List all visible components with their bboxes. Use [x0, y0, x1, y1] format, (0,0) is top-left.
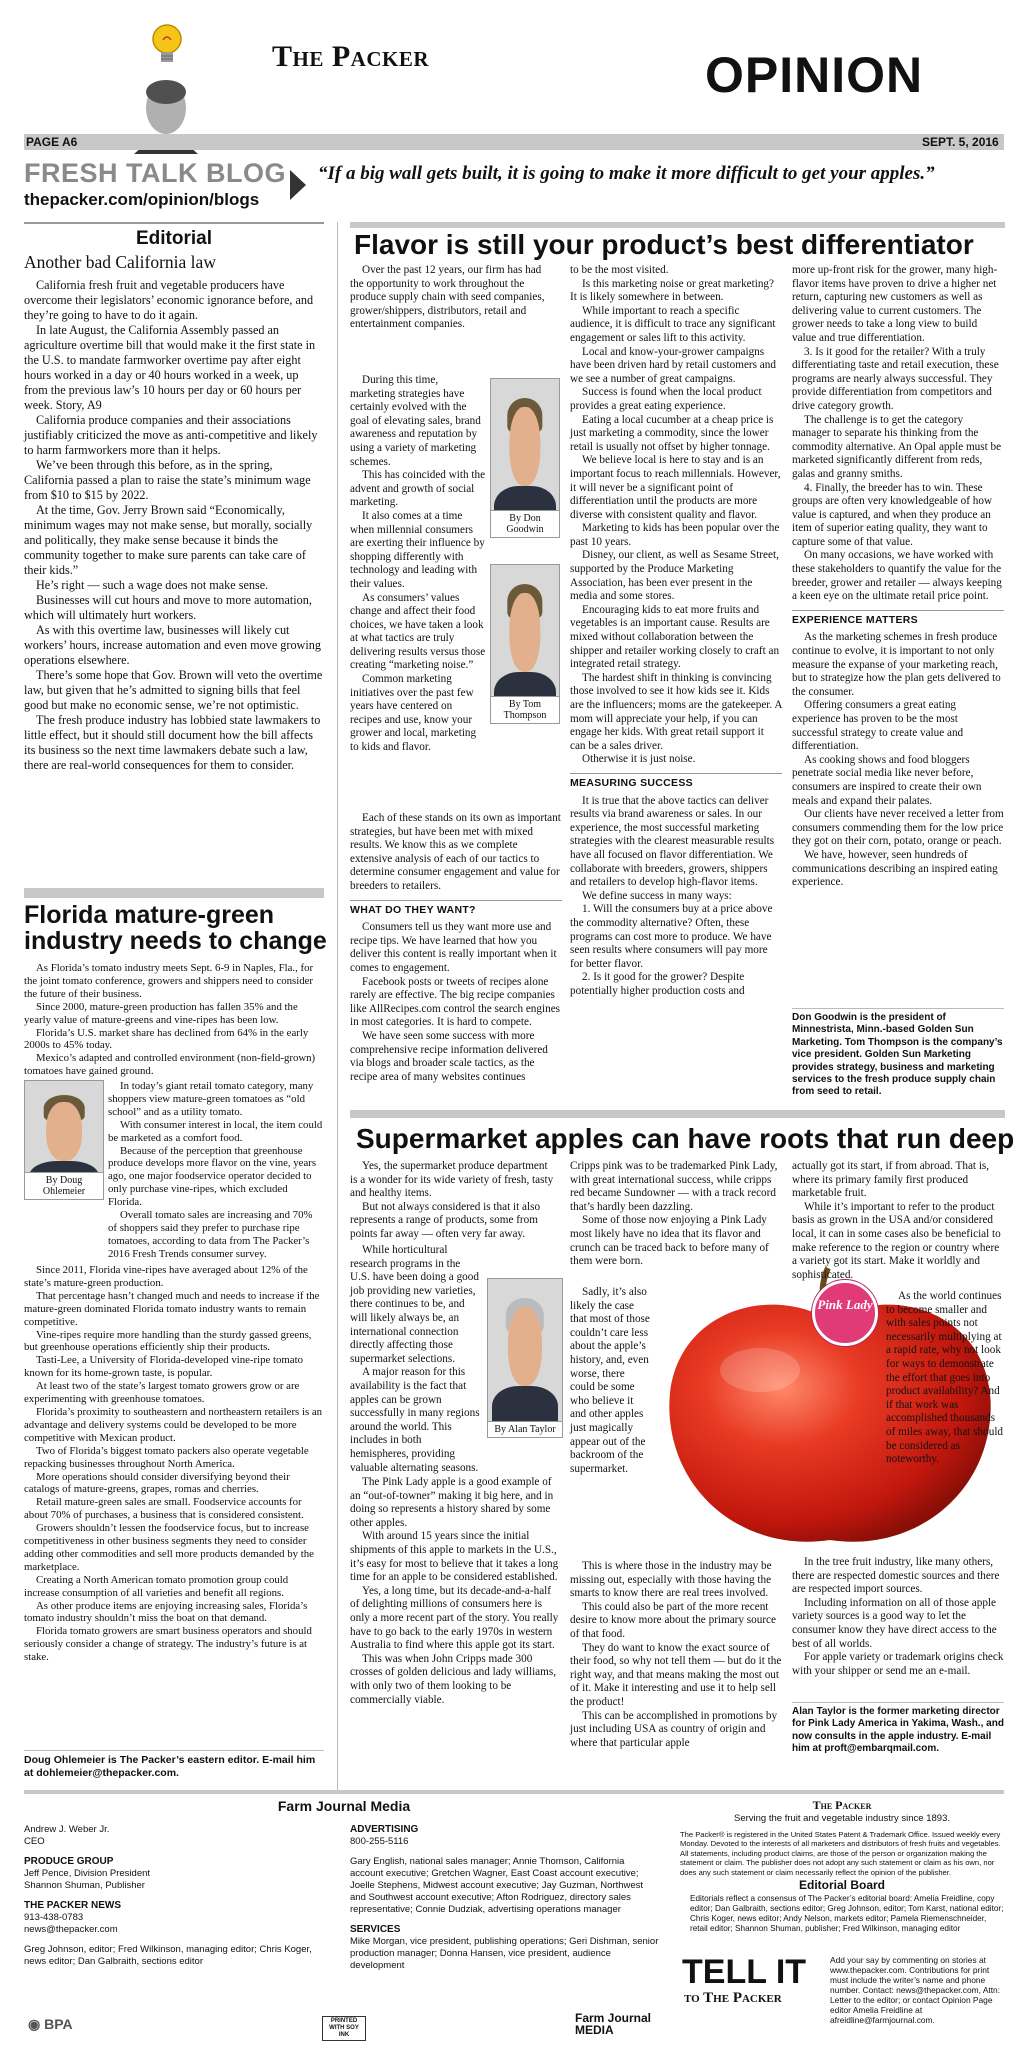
flavor-paragraph: During this time, marketing strategies have certainly evolved with the goal of elevating sales, brand awareness and reputation by using a variety of marketing schemes.	[350, 374, 481, 468]
flavor-paragraph: We have seen some success with more comprehensive recipe information delivered via blogs and broader scale tactics, as the recipe area of many websites continues	[350, 1029, 548, 1083]
flavor-subhead: MEASURING SUCCESS	[570, 773, 782, 791]
advertising-staff: Gary English, national sales manager; Annie Thomson, California account executive; Gretchen Wagner, East Coast account executive; Joelle Stephens, Midwest account executive; Jay Guzman, Northwest and Southwest account executive; Afton Rodriguez, directory sales representative; Connie Dudziak, advertising operations manager	[350, 1856, 644, 1915]
florida-author-bio: Doug Ohlemeier is The Packer’s eastern editor. E-mail him at dohlemeier@thepacker.com.	[24, 1754, 316, 1779]
flavor-paragraph: The challenge is to get the category manager to separate his thinking from the commodity alternative. An Opal apple must be marketed significantly different from reds, galas and granny smiths.	[792, 413, 1002, 480]
footer-line[interactable]: news@thepacker.com	[24, 1924, 118, 1935]
florida-paragraph: Mexico’s adapted and controlled environment (non-field-grown) tomatoes have gained ground.	[24, 1052, 316, 1078]
flavor-paragraph: As consumers’ values change and affect their food choices, we have taken a look at what tactics are truly delivering results versus those creating “marketing noise.”	[350, 591, 486, 672]
flavor-paragraph: Eating a local cucumber at a cheap price is just marketing a commodity, since the lower retail is usually not offset by higher tonnage.	[570, 413, 774, 453]
editorial-label: Editorial	[135, 228, 212, 249]
flavor-paragraph: We define success in many ways:	[582, 889, 732, 902]
florida-headline: Florida mature-green industry needs to change	[24, 901, 327, 956]
florida-top-rule	[24, 888, 324, 898]
photo-face	[46, 1102, 82, 1161]
author-photo-ohlemeier	[24, 1080, 104, 1200]
flavor-paragraph: Offering consumers a great eating experience has proven to be the most successful strategy to create value and differentiation.	[792, 699, 964, 753]
apples-paragraph: In the tree fruit industry, like many others, there are respected domestic sources and there are respected import sources.	[792, 1556, 1000, 1596]
bpa-globe-icon: ◉	[28, 2016, 41, 2032]
flavor-headline: Flavor is still your product’s best differentiator	[354, 229, 974, 260]
paper-name: The Packer	[272, 40, 430, 73]
flavor-paragraph: While important to reach a specific audience, it is difficult to trace any significant engagement or sales lift to this activity.	[570, 304, 776, 344]
bpa-logo-text: BPA	[44, 2016, 73, 2032]
photo-face	[508, 1307, 542, 1386]
flavor-paragraph: As the marketing schemes in fresh produce continue to evolve, it is important to not only measure the expanse of your marketing reach, but to strategize how the plan gets delivered to the consumer.	[792, 631, 1001, 698]
tell-it-subtitle: to The Packer	[684, 1990, 782, 2006]
apples-paragraph: The Pink Lady apple is a good example of an “out-of-towner” making it big here, and in doing so represents a history shared by some other apples.	[350, 1476, 554, 1529]
apples-paragraph: But not always considered is that it also represents a range of products, some from points far away — often very far away.	[350, 1200, 541, 1240]
apples-col1-wrap	[350, 1244, 482, 1474]
florida-paragraph: With consumer interest in local, the item could be marketed as a comfort food.	[108, 1118, 323, 1144]
flavor-paragraph: Facebook posts or tweets of recipes alone rarely are effective. The big recipe companies like AllRecipes.com control the search engines in most categories. It is hard to compete.	[350, 975, 561, 1029]
apples-paragraph: Sadly, it’s also likely the case that most of those couldn’t care less about the apple’s history, and, even worse, there could be some who believe it and other apples just magically appear out of the backroom of the supermarket.	[570, 1286, 650, 1475]
apples-author-bio: Alan Taylor is the former marketing director for Pink Lady America in Yakima, Wash., and now consults in the apple industry. E-mail him at proft@embarqmail.com.	[792, 1706, 1004, 1755]
flavor-paragraph: 2. Is it good for the grower? Despite potentially higher production costs and	[570, 971, 745, 997]
flavor-paragraph: The hardest shift in thinking is convincing those involved to see it how kids see it. Kids are the influencers; moms are the gatekeeper. A mom will appreciate your help, if you can engage her kids. With great retail support it can be a sales driver.	[570, 671, 782, 752]
apples-paragraph: Some of those now enjoying a Pink Lady most likely have no idea that its flavor and crunch can be traced back to before many of them were born.	[570, 1214, 769, 1268]
florida-paragraph: Florida tomato growers are smart business operators and should seriously consider a change of strategy. The industry’s future is at stake.	[24, 1625, 312, 1664]
apples-col3-wrap	[886, 1290, 1004, 1552]
editorial-paragraph: California fresh fruit and vegetable producers have overcome their legislators’ economic ignorance before, and they’re going to have to do it again.	[24, 278, 314, 322]
photo-face	[509, 593, 540, 672]
pink-lady-sticker	[812, 1280, 878, 1346]
editorial-paragraph: In late August, the California Assembly passed an agriculture overtime bill that would make it the first state in the U.S. to mandate farmworker overtime pay after eight hours worked in a day or 40 hours worked in a week, up from the previous law’s 10 hours per day or 60 hours per week. Story, A9	[24, 323, 316, 412]
apples-paragraph: Cripps pink was to be trademarked Pink Lady, with great international success, while cripps red became Sundowner — with a track record that’s hardly been dazzling.	[570, 1160, 778, 1213]
editorial-paragraph: We’ve been through this before, as in the spring, California passed a plan to raise the state’s minimum wage from $10 to $15 by 2022.	[24, 458, 311, 502]
editorial-body	[24, 278, 324, 884]
florida-paragraph: Since 2000, mature-green production has fallen 35% and the yearly value of mature-greens and vine-ripes has been low.	[24, 1000, 298, 1026]
blog-title: FRESH TALK BLOG	[24, 158, 286, 188]
footer-left-col	[24, 1824, 324, 1968]
farm-journal-logo: Farm Journal MEDIA	[575, 2011, 652, 2037]
florida-paragraph: As Florida’s tomato industry meets Sept. 6-9 in Naples, Fla., for the joint tomato conference, growers and shippers need to consider the future of their business.	[24, 962, 314, 1000]
photo-caption: By Tom Thompson	[491, 696, 559, 723]
editorial-board-head: Editorial Board	[798, 1878, 885, 1892]
florida-body-bottom	[24, 1264, 324, 1746]
footer-top-rule	[24, 1790, 1004, 1794]
flavor-col1-wrap	[350, 374, 486, 810]
sticker-text: Pink Lady	[817, 1297, 873, 1312]
flavor-subhead: EXPERIENCE MATTERS	[792, 610, 1004, 628]
blog-quote: “If a big wall gets built, it is going to make it more difficult to get your apples.”	[318, 163, 935, 184]
florida-paragraph: Growers shouldn’t lessen the foodservice focus, but to increase competitiveness in other business segments they need to consider adding other commodities and sell more products demanded by the marketplace.	[24, 1522, 314, 1573]
flavor-paragraph: It is true that the above tactics can deliver results via brand awareness or sales. In our experience, the most successful marketing strategies with the clearest measurable results have all focused on flavor differentiation. We collaborate with breeders, growers, shippers and retailers to develop high-flavor items.	[570, 794, 775, 889]
apples-paragraph: For apple variety or trademark origins check with your shipper or send me an e-mail.	[792, 1651, 1004, 1677]
florida-paragraph: Retail mature-green sales are small. Foodservice accounts for about 70% of purchases, a business that is considered consistent.	[24, 1496, 304, 1522]
apples-paragraph: With around 15 years since the initial shipments of this apple to markets in the U.S., it’s easy for most to believe that it takes a long time for an apple to be considered established.	[350, 1530, 559, 1584]
page-number: PAGE A6	[26, 135, 78, 149]
footer-packer-legal: The Packer® is registered in the United States Patent & Trademark Office. Issued weekly every Monday. Devoted to the interests of all marketers and distributors of fresh fruits and vegetables. All statements, including product claims, are those of the person or organization making the statement or claim. The publisher does not adopt any such statement or claim as his own, nor does any such statement or claim necessarily reflect the opinion of the publisher.	[680, 1830, 1001, 1877]
flavor-col3	[792, 264, 1004, 996]
lightbulb-icon	[150, 22, 184, 70]
flavor-paragraph: As cooking shows and food bloggers penetrate social media like never before, consumers are inspired to create their own meals and expand their palates.	[792, 753, 982, 807]
florida-paragraph: In today’s giant retail tomato category, many shoppers view mature-green tomatoes as “old school” and as a utility tomato.	[108, 1080, 314, 1118]
footer-line: CEO	[24, 1836, 45, 1847]
services-staff: Mike Morgan, vice president, publishing operations; Geri Dishman, senior production manager; Donna Hansen, vice president, audience development	[350, 1936, 659, 1971]
footer-line: Shannon Shuman, Publisher	[24, 1880, 145, 1891]
apples-paragraph: They do want to know the exact source of their food, so why not tell them — but do it the right way, and that means making the most out of it. Make it interesting and use it to help sell the product!	[570, 1641, 782, 1708]
flavor-paragraph: Our clients have never received a letter from consumers commending them for the low price they got on their corn, potato, orange or peach.	[792, 808, 1004, 848]
bpa-logo	[28, 2016, 73, 2033]
florida-paragraph: More operations should consider diversifying beyond their catalogs of mature-greens, grapes, romas and cherries.	[24, 1470, 290, 1496]
advertising-phone: 800-255-5116	[350, 1836, 409, 1847]
author-photo-thompson	[490, 564, 560, 724]
flavor-top-rule	[350, 222, 1005, 228]
florida-paragraph: Vine-ripes require more handling than the sturdy gassed greens, but greenhouse operations efficiently ship their products.	[24, 1328, 312, 1354]
florida-paragraph: Tasti-Lee, a University of Florida-developed vine-ripe tomato known for its home-grown taste, is popular.	[24, 1354, 303, 1380]
florida-paragraph: Overall tomato sales are increasing and 70% of shoppers said they prefer to purchase ripe tomatoes, according to data from The Packer’s 2016 Fresh Trends consumer survey.	[108, 1209, 313, 1260]
play-arrow-icon	[290, 170, 306, 205]
flavor-paragraph: On many occasions, we have worked with these stakeholders to quantify the value for the breeder, grower and retailer — always keeping a keen eye on the ultimate retail price point.	[792, 549, 1002, 603]
footer-head: PRODUCE GROUP	[24, 1856, 114, 1867]
apples-col3-bottom	[792, 1556, 1004, 1692]
florida-paragraph: Florida’s proximity to southeastern and northeastern retailers is an advantage and delivery systems could be developed to be more competitive with Mexican product.	[24, 1405, 323, 1444]
blog-url[interactable]: thepacker.com/opinion/blogs	[24, 190, 260, 209]
editorial-paragraph: The fresh produce industry has lobbied state lawmakers to little effect, but it should still document how the bill affects its business so the next time lawmakers debate such a law, there are real-world consequences for them to consider.	[24, 713, 321, 772]
flavor-paragraph: Encouraging kids to eat more fruits and vegetables is an important cause. Results are mixed without collaboration between the shipper and retailer working closely to craft an integrated retail strategy.	[570, 603, 780, 671]
editorial-paragraph: California produce companies and their associations justifiably criticized the move as anti-competitive and likely to harm farmworkers more than it helps.	[24, 413, 318, 457]
flavor-paragraph: 4. Finally, the breeder has to win. These groups are often very knowledgeable of how value is captured, and when they produce an item of superior eating quality, they want to capture some of that value.	[792, 481, 993, 548]
florida-body-wrap	[108, 1080, 324, 1262]
footer-title: Farm Journal Media	[277, 1798, 411, 1814]
footer-head: SERVICES	[350, 1924, 401, 1935]
apples-paragraph: This is where those in the industry may be missing out, especially with those having the smarts to know there are real trees involved.	[570, 1560, 772, 1600]
photo-caption: By Alan Taylor	[488, 1421, 562, 1437]
apples-top-rule	[350, 1110, 1005, 1118]
apples-col2-wrap	[570, 1286, 652, 1556]
flavor-col1-top	[350, 264, 554, 374]
florida-bio-rule	[24, 1750, 324, 1751]
apples-paragraph: A major reason for this availability is the fact that apples can be grown successfully in many regions around the world. This includes in both hemispheres, providing valuable alternating seasons.	[350, 1366, 480, 1474]
photo-caption: By Doug Ohlemeier	[25, 1172, 103, 1199]
flavor-paragraph: Is this marketing noise or great marketing? It is likely somewhere in between.	[570, 277, 774, 304]
flavor-paragraph: Consumers tell us they want more use and recipe tips. We have learned that how you deliver this content is really important when it comes to engagement.	[350, 921, 557, 974]
issue-date: SEPT. 5, 2016	[922, 135, 999, 149]
flavor-paragraph: 1. Will the consumers buy at a price above the commodity alternative? Often, these programs can cost more to produce. We have seen results where consumers will pay more for better flavor.	[570, 903, 773, 970]
column-divider	[337, 222, 338, 1790]
apples-paragraph: This was when John Cripps made 300 crosses of golden delicious and lady williams, with only two of them looking to be commercially viable.	[350, 1652, 556, 1706]
editorial-paragraph: There’s some hope that Gov. Brown will veto the overtime law, but given that he’s admitted to signing bills that feel good but make no economic sense, we’re not optimistic.	[24, 668, 323, 712]
flavor-paragraph: Marketing to kids has been popular over the past 10 years.	[570, 522, 780, 548]
flavor-subhead: WHAT DO THEY WANT?	[350, 900, 562, 918]
footer-line: Andrew J. Weber Jr.	[24, 1824, 110, 1835]
apples-col2-bottom	[570, 1560, 782, 1770]
footer-ceo	[24, 1824, 324, 1848]
flavor-paragraph: Success is found when the local product provides a great eating experience.	[570, 386, 762, 412]
apples-headline: Supermarket apples can have roots that run deep	[356, 1123, 1015, 1154]
florida-paragraph: Florida’s U.S. market share has declined from 64% in the early 2000s to 45% today.	[24, 1026, 309, 1052]
flavor-bio-rule	[792, 1008, 1004, 1009]
apples-paragraph: Yes, a long time, but its decade-and-a-half of delighting millions of consumers here is only a more recent part of the story. You really have to go back to the early 1970s in western Australia to find where this apple got its start.	[350, 1584, 559, 1652]
author-photo-goodwin	[490, 378, 560, 538]
apples-paragraph: Yes, the supermarket produce department is a wonder for its wide variety of fresh, tasty and healthy items.	[350, 1160, 554, 1200]
flavor-paragraph: We believe local is here to stay and is an important focus to reach millennials. However, it will never be a significant point of differentiation until the products are more diverse with consistent quality and flavor.	[570, 454, 781, 521]
apples-paragraph: This could also be part of the more recent desire to know more about the primary source of that food.	[570, 1600, 776, 1640]
editorial-paragraph: At the time, Gov. Jerry Brown said “Economically, minimum wages may not make sense, but morally, socially and politically, they make sense because it binds the community together to make sure parents can take care of their kids.”	[24, 503, 313, 577]
section-title: OPINION	[705, 47, 924, 103]
author-photo-taylor	[487, 1278, 563, 1438]
flavor-paragraph: Each of these stands on its own as important strategies, but have been met with mixed results. We know this as we complete extensive analysis of each of our tactics to determine consumer engagement and value for breeders to retailers.	[350, 812, 561, 892]
flavor-paragraph: It also comes at a time when millennial consumers are exerting their influence by shopping differently with technology and leading with their values.	[350, 509, 485, 590]
florida-paragraph: Creating a North American tomato promotion group could increase consumption of all varieties and benefit all regions.	[24, 1573, 289, 1599]
editorial-top-rule	[24, 222, 324, 224]
flavor-paragraph: to be the most visited.	[570, 264, 669, 276]
florida-paragraph: At least two of the state’s largest tomato growers grow or are experimenting with greenhouse tomatoes.	[24, 1380, 300, 1406]
editorial-headline: Another bad California law	[24, 252, 216, 272]
footer-line: Jeff Pence, Division President	[24, 1868, 151, 1879]
footer-packer-tagline: Serving the fruit and vegetable industry since 1893.	[734, 1813, 950, 1824]
footer-mid-col	[350, 1824, 660, 1972]
apples-col1-bottom	[350, 1476, 562, 1766]
florida-paragraph: That percentage hasn’t changed much and needs to increase if the mature-green dominated Florida tomato industry wants to remain competitive.	[24, 1289, 320, 1328]
photo-caption: By Don Goodwin	[491, 510, 559, 537]
apples-col3-top	[792, 1160, 1004, 1281]
flavor-paragraph: 3. Is it good for the retailer? With a truly differentiating taste and retail execution, these programs are nearly always successful. They provide differentiation from competitors and drive category growth.	[792, 345, 999, 412]
apples-paragraph: Including information on all of those apple variety sources is a good way to let the consumer know they have direct access to the best of all worlds.	[792, 1596, 997, 1650]
florida-body-top	[24, 962, 324, 1076]
footer-head: THE PACKER NEWS	[24, 1900, 122, 1911]
florida-paragraph: Since 2011, Florida vine-ripes have averaged about 12% of the state’s mature-green production.	[24, 1264, 308, 1289]
flavor-paragraph: more up-front risk for the grower, many high-flavor items have proven to drive a higher net return, capturing new customers as well as delivering value to current customers. The grower needs to take a long view to build value and true differentiation.	[792, 264, 998, 344]
editorial-paragraph: He’s right — such a wage does not make sense.	[36, 578, 269, 592]
apples-paragraph: While it’s important to refer to the product basis as grown in the USA and/or considered local, it can in some cases also be beneficial to make reference to the region or country where a variety got its start. Make it worldly and sophisticated.	[792, 1200, 1001, 1281]
flavor-paragraph: Over the past 12 years, our firm has had the opportunity to work throughout the produce supply chain with seed companies, grower/shippers, distributors, retail and entertainment companies.	[350, 264, 545, 331]
footer-packer-name: The Packer	[812, 1798, 872, 1812]
soy-ink-logo	[322, 2016, 366, 2041]
flavor-col1-bottom	[350, 812, 562, 1106]
tell-it-title: TELL IT	[682, 1953, 807, 1991]
apples-paragraph: This can be accomplished in promotions by just including USA as country of origin and where that particular apple	[570, 1709, 778, 1749]
flavor-paragraph: Disney, our client, as well as Sesame Street, supported by the Produce Marketing Association, has been ever present in the media and some stores.	[570, 549, 779, 603]
flavor-col2	[570, 264, 782, 1106]
flavor-paragraph: Otherwise it is just noise.	[582, 753, 696, 766]
apples-paragraph: As the world continues to become smaller and with sales points not necessarily multiplying at a rapid rate, why not look for ways to demonstrate the effort that goes into product availability? And if that work was accomplished thousands of miles away, that should be considered as noteworthy.	[886, 1290, 1004, 1466]
apples-bio-rule	[792, 1702, 1004, 1703]
flavor-paragraph: Local and know-your-grower campaigns have been driven hard by retail customers and we see a number of great campaigns.	[570, 345, 776, 385]
apples-paragraph: While horticultural research programs in the U.S. have been doing a good job providing new varieties, there continues to be, and will likely always be, an international connection directly affecting those supermarket selections.	[350, 1244, 479, 1365]
top-rule	[24, 134, 1004, 150]
flavor-paragraph: We have, however, seen hundreds of communications describing an inspired eating experience.	[792, 848, 998, 889]
tell-it-text: Add your say by commenting on stories at www.thepacker.com. Contributions for print must include the writer’s name and phone number. Contact: news@thepacker.com, Attn: Letter to the editor; or contact Opinion Page editor Amelia Freidline at afreidline@farmjournal.com.	[830, 1955, 1001, 2025]
apples-col1-top	[350, 1160, 556, 1242]
editorial-board-text: Editorials reflect a consensus of The Packer’s editorial board: Amelia Freidline, copy editor; Dan Galbraith, sections editor; Greg Johnson, editor; Tom Karst, national editor; Chris Koger, news editor; Andy Nelson, markets editor; Pamela Riemenschneider, retail editor; Shannon Shuman, publisher; Fred Wilkinson, managing editor	[690, 1894, 1004, 1933]
florida-paragraph: As other produce items are enjoying increasing sales, Florida’s tomato industry shouldn’t miss the boat on that demand.	[24, 1599, 308, 1625]
photo-face	[509, 407, 540, 486]
flavor-paragraph: Common marketing initiatives over the past few years have centered on recipes and use, know your grower and local, marketing to kids and flavor.	[350, 673, 477, 754]
soy-ink-text: PRINTED WITH SOY INK	[329, 2018, 359, 2038]
florida-paragraph: Because of the perception that greenhouse produce develops more flavor on the vine, years ago, one major foodservice operator decided to only purchase vine-ripes, which excluded Florida.	[108, 1144, 317, 1209]
footer-head: ADVERTISING	[350, 1824, 419, 1835]
flavor-author-bio: Don Goodwin is the president of Minnestrista, Minn.-based Golden Sun Marketing. Tom Thompson is the company’s vice president. Golden Sun Marketing provides strategy, business and marketing services to the fresh produce supply chain from seed to retail.	[792, 1012, 1003, 1098]
footer-line: Greg Johnson, editor; Fred Wilkinson, managing editor; Chris Koger, news editor; Dan Galbraith, sections editor	[24, 1944, 312, 1967]
editorial-paragraph: As with this overtime law, businesses will likely cut workers’ hours, increase automation and even move growing operations elsewhere.	[24, 623, 321, 667]
footer-line: 913-438-0783	[24, 1912, 84, 1923]
editorial-paragraph: Businesses will cut hours and move to more automation, which will ultimately hurt workers.	[24, 593, 312, 622]
florida-paragraph: Two of Florida’s biggest tomato packers also operate vegetable repacking businesses throughout North America.	[24, 1444, 309, 1470]
flavor-paragraph: This has coincided with the advent and growth of social marketing.	[350, 469, 486, 509]
apples-paragraph: actually got its start, if from abroad. That is, where its primary family first produced marketable fruit.	[792, 1160, 990, 1200]
